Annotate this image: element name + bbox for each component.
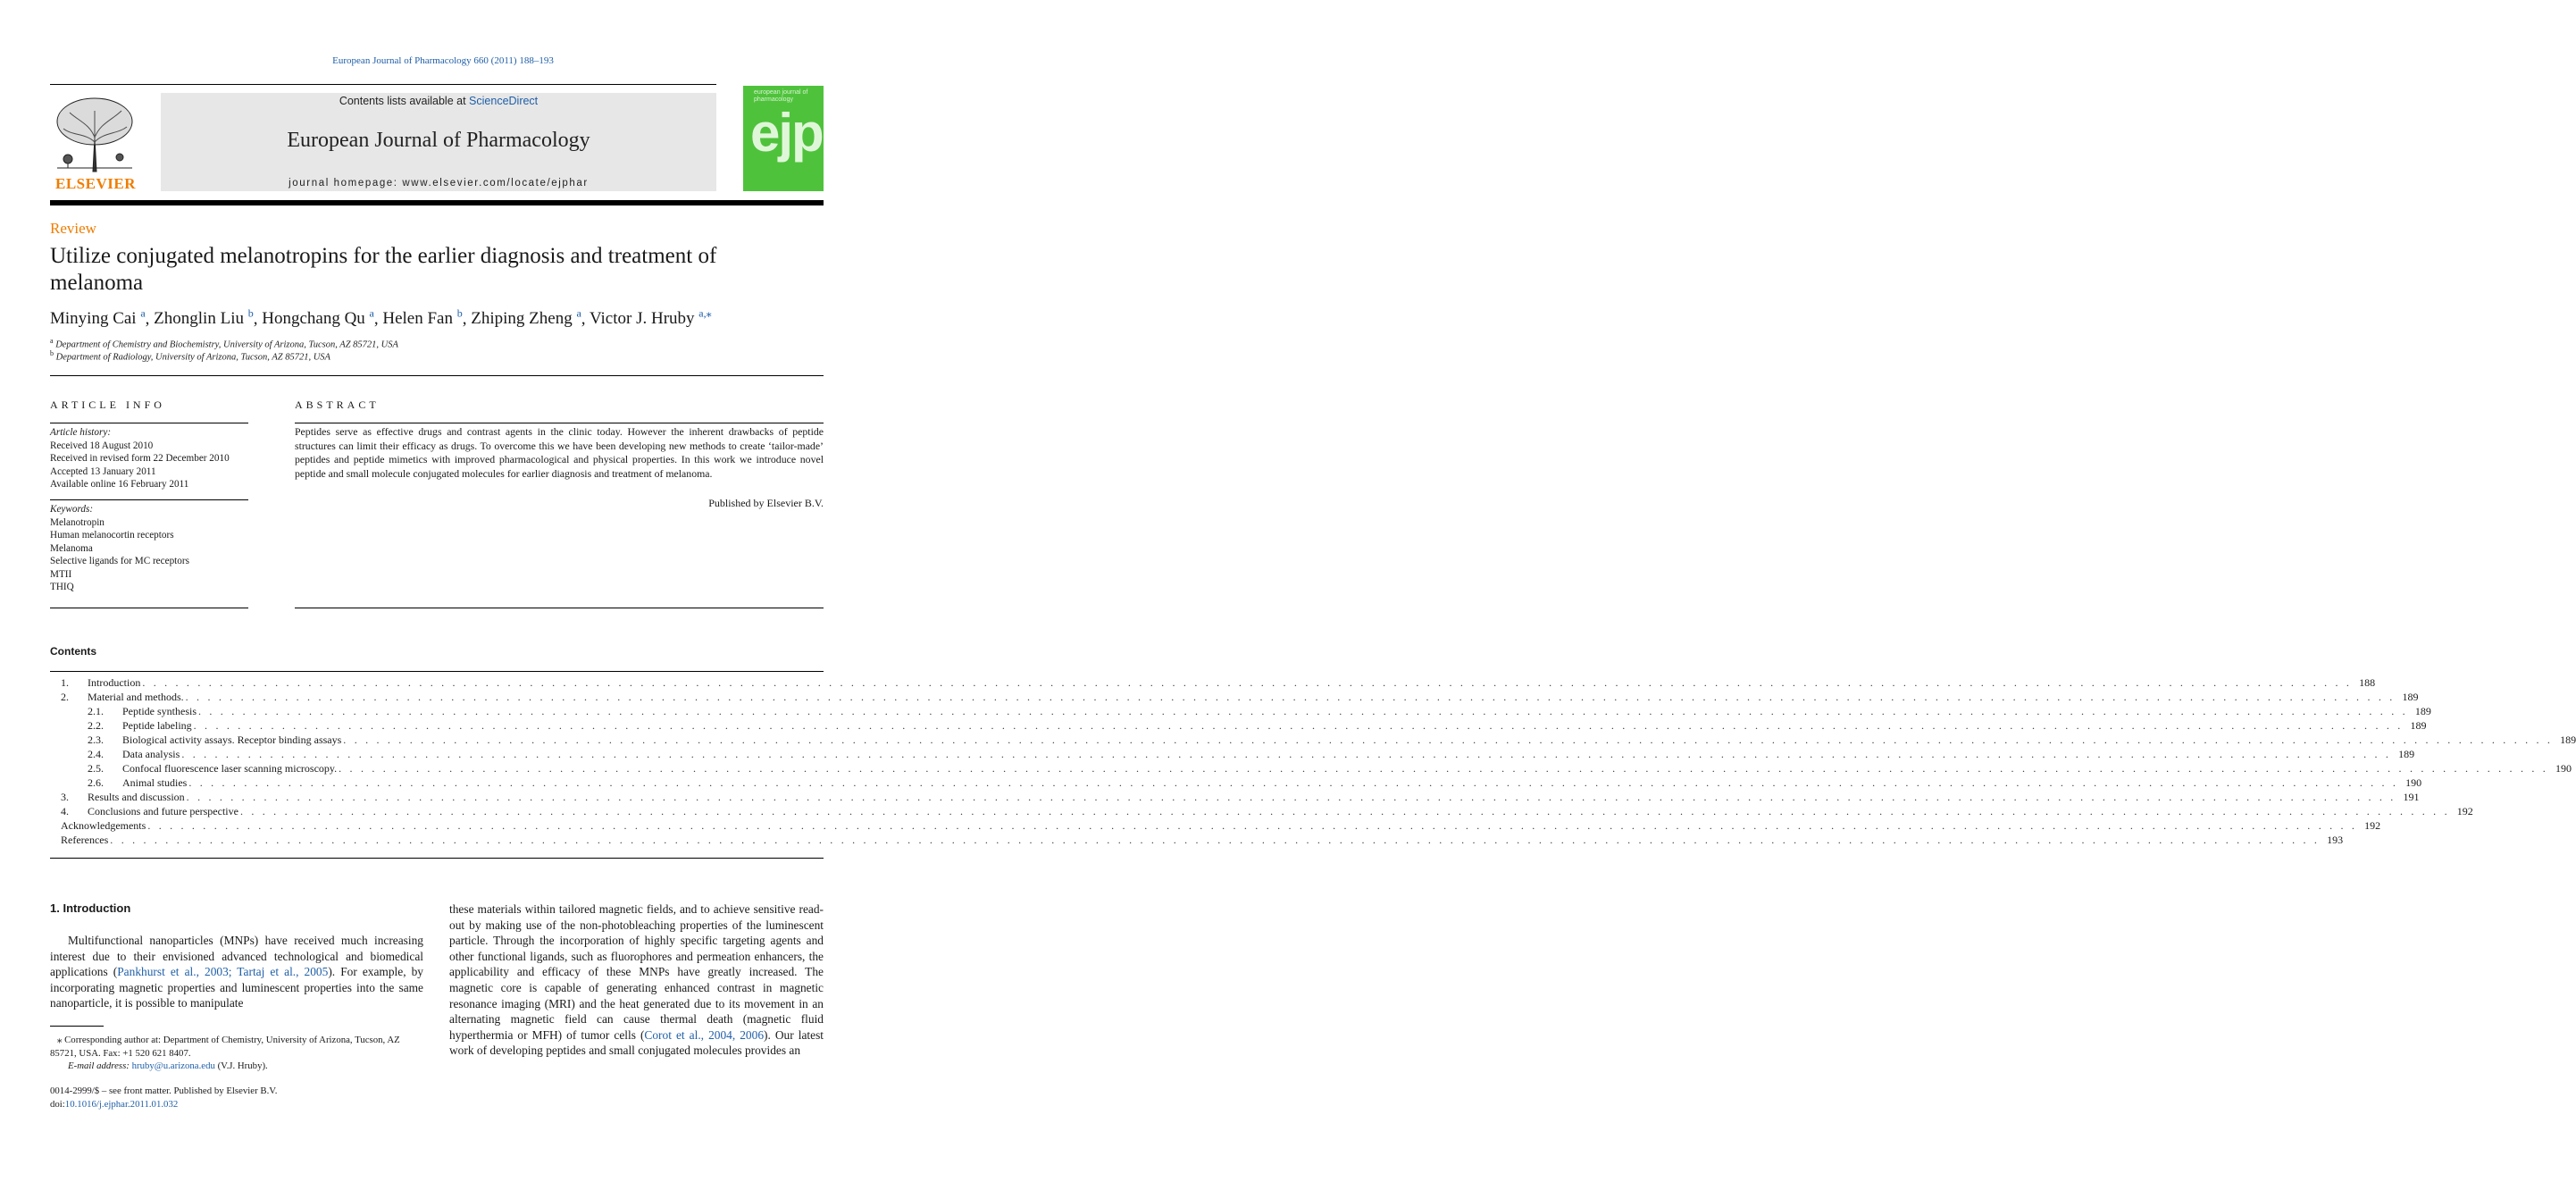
sciencedirect-link[interactable]: ScienceDirect: [469, 95, 539, 107]
journal-citation[interactable]: European Journal of Pharmacology 660 (2011) 188–193: [332, 55, 554, 66]
email-suffix: (V.J. Hruby).: [217, 1060, 268, 1071]
affiliation-b-sup: b: [50, 349, 54, 357]
toc-leader-dots: . . . . . . . . . . . . . . . . . . . . . . . . . . . . . . . . . . . . . . . . . . . . . . . . . . . . . . . . . . . . . . . . . . . . . . . . . . . . . . . . . . . . . . . . . . . . . . . . . . . . . . . . . . . . . . . . . . . . . . . . . . . . . . . . . . . . . . . . . . . . . . . . . . . . . . . . . . . . . . . . . . . . . . . . . . . . . . . . . . . . . . . . . . . . . . . . . . . . . . . .: [185, 691, 2396, 703]
toc-label[interactable]: Data analysis: [122, 748, 180, 760]
introduction-right-column: [449, 901, 824, 1059]
toc-entry[interactable]: [50, 834, 2344, 848]
author-name[interactable]: Minying Cai $^a$: [50, 307, 146, 329]
email-label: E-mail address:: [68, 1060, 130, 1071]
keyword-item: MTII: [50, 568, 72, 580]
intro-left-text-1: Multifunctional nanoparticles (MNPs) have received much increasing interest due to their envisioned advanced technological and biomedical applications (: [50, 934, 423, 979]
toc-page-number: 189: [2391, 748, 2414, 761]
toc-leader-dots: . . . . . . . . . . . . . . . . . . . . . . . . . . . . . . . . . . . . . . . . . . . . . . . . . . . . . . . . . . . . . . . . . . . . . . . . . . . . . . . . . . . . . . . . . . . . . . . . . . . . . . . . . . . . . . . . . . . . . . . . . . . . . . . . . . . . . . . . . . . . . . . . . . . . . . . . . . . . . . . . . . . . . . . . . . . . . . . . . . . . . . . . . . . . . . . . . . . . . . . .: [343, 734, 2554, 746]
author-name[interactable]: Helen Fan $^b$: [382, 307, 463, 329]
author-affiliation-sup[interactable]: b: [247, 307, 254, 320]
toc-entry[interactable]: [50, 805, 2473, 819]
affiliation-b: [50, 349, 330, 363]
article-type: Review: [50, 220, 96, 237]
table-of-contents: [50, 676, 2576, 848]
toc-number: 2.2.: [88, 719, 104, 732]
cover-ejp-text: ejp: [750, 103, 823, 163]
toc-number: 2.3.: [88, 734, 104, 746]
author-affiliation-sup[interactable]: a,⁎: [698, 307, 712, 320]
toc-page-number: 193: [2320, 834, 2343, 847]
toc-entry[interactable]: [50, 719, 2427, 734]
article-history: [50, 426, 248, 491]
contents-prefix: Contents lists available at: [339, 95, 466, 107]
toc-entry[interactable]: [50, 748, 2415, 762]
doi-link[interactable]: 10.1016/j.ejphar.2011.01.032: [64, 1098, 179, 1110]
history-list: [50, 440, 248, 491]
toc-number: 1.: [61, 676, 69, 689]
toc-leader-dots: . . . . . . . . . . . . . . . . . . . . . . . . . . . . . . . . . . . . . . . . . . . . . . . . . . . . . . . . . . . . . . . . . . . . . . . . . . . . . . . . . . . . . . . . . . . . . . . . . . . . . . . . . . . . . . . . . . . . . . . . . . . . . . . . . . . . . . . . . . . . . . . . . . . . . . . . . . . . . . . . . . . . . . . . . . . . . . . . . . . . . . . . . . . . . . . . . . . . . . . .: [193, 719, 2404, 732]
author-affiliation-sup[interactable]: a: [140, 307, 146, 320]
keyword-list: [50, 516, 248, 594]
toc-leader-dots: . . . . . . . . . . . . . . . . . . . . . . . . . . . . . . . . . . . . . . . . . . . . . . . . . . . . . . . . . . . . . . . . . . . . . . . . . . . . . . . . . . . . . . . . . . . . . . . . . . . . . . . . . . . . . . . . . . . . . . . . . . . . . . . . . . . . . . . . . . . . . . . . . . . . . . . . . . . . . . . . . . . . . . . . . . . . . . . . . . . . . . . . . . . . . . . . . . . . . . . .: [110, 834, 2321, 846]
toc-page-number: 190: [2398, 776, 2421, 790]
doi-prefix: doi:: [50, 1098, 65, 1110]
toc-leader-dots: . . . . . . . . . . . . . . . . . . . . . . . . . . . . . . . . . . . . . . . . . . . . . . . . . . . . . . . . . . . . . . . . . . . . . . . . . . . . . . . . . . . . . . . . . . . . . . . . . . . . . . . . . . . . . . . . . . . . . . . . . . . . . . . . . . . . . . . . . . . . . . . . . . . . . . . . . . . . . . . . . . . . . . . . . . . . . . . . . . . . . . . . . . . . . . . . . . . . . . . .: [181, 748, 2392, 760]
toc-number: 3.: [61, 791, 69, 803]
corresponding-author-footnote: [50, 1034, 425, 1073]
toc-page-number: 192: [2357, 819, 2380, 833]
journal-cover-thumbnail: [743, 86, 824, 191]
citation-link-corot[interactable]: Corot et al., 2004, 2006: [644, 1027, 765, 1042]
affiliation-a: [50, 337, 398, 350]
toc-leader-dots: . . . . . . . . . . . . . . . . . . . . . . . . . . . . . . . . . . . . . . . . . . . . . . . . . . . . . . . . . . . . . . . . . . . . . . . . . . . . . . . . . . . . . . . . . . . . . . . . . . . . . . . . . . . . . . . . . . . . . . . . . . . . . . . . . . . . . . . . . . . . . . . . . . . . . . . . . . . . . . . . . . . . . . . . . . . . . . . . . . . . . . . . . . . . . . . . . . . . . . . .: [188, 776, 2399, 789]
issn-line: 0014-2999/$ – see front matter. Published by Elsevier B.V.: [50, 1086, 278, 1096]
toc-label[interactable]: Peptide labeling: [122, 719, 192, 732]
contents-bottom-rule: [50, 858, 824, 859]
title-bottom-rule: [50, 375, 824, 376]
toc-entry[interactable]: [50, 776, 2422, 791]
email-line: [50, 1060, 425, 1073]
author-list: Minying Cai $^a$, Zhonglin Liu $^b$, Hongchang Qu $^a$, Helen Fan $^b$, Zhiping Zheng $^a$, Victor J. Hruby $^{a,⁎}$: [50, 307, 712, 329]
toc-entry[interactable]: [50, 762, 2572, 776]
toc-page-number: 188: [2352, 676, 2375, 690]
history-item: Accepted 13 January 2011: [50, 465, 156, 477]
doi-line: [50, 1098, 277, 1111]
keyword-item: Selective ligands for MC receptors: [50, 556, 189, 566]
article-identifiers: [50, 1085, 277, 1111]
toc-label[interactable]: Results and discussion: [88, 791, 185, 803]
history-label: Article history:: [50, 427, 112, 438]
journal-banner: [161, 93, 716, 191]
intro-left-text-2: ). For example, by incorporating magnetic properties and luminescent properties into the same nanoparticle, it is possible to manipulate: [50, 965, 424, 1010]
email-link[interactable]: hruby@u.arizona.edu: [131, 1060, 215, 1071]
author-affiliation-sup[interactable]: b: [456, 307, 463, 320]
toc-entry[interactable]: [50, 734, 2576, 748]
toc-entry[interactable]: [50, 791, 2420, 805]
contents-available-line: [161, 95, 716, 107]
cover-small-text: european journal of pharmacology: [754, 89, 808, 103]
history-item: Available online 16 February 2011: [50, 479, 189, 490]
toc-leader-dots: . . . . . . . . . . . . . . . . . . . . . . . . . . . . . . . . . . . . . . . . . . . . . . . . . . . . . . . . . . . . . . . . . . . . . . . . . . . . . . . . . . . . . . . . . . . . . . . . . . . . . . . . . . . . . . . . . . . . . . . . . . . . . . . . . . . . . . . . . . . . . . . . . . . . . . . . . . . . . . . . . . . . . . . . . . . . . . . . . . . . . . . . . . . . . . . . . . . . . . . .: [198, 705, 2408, 717]
affiliation-b-text: Department of Radiology, University of Arizona, Tucson, AZ 85721, USA: [55, 352, 330, 363]
toc-leader-dots: . . . . . . . . . . . . . . . . . . . . . . . . . . . . . . . . . . . . . . . . . . . . . . . . . . . . . . . . . . . . . . . . . . . . . . . . . . . . . . . . . . . . . . . . . . . . . . . . . . . . . . . . . . . . . . . . . . . . . . . . . . . . . . . . . . . . . . . . . . . . . . . . . . . . . . . . . . . . . . . . . . . . . . . . . . . . . . . . . . . . . . . . . . . . . . . . . . . . . . . .: [142, 676, 2353, 689]
toc-leader-dots: . . . . . . . . . . . . . . . . . . . . . . . . . . . . . . . . . . . . . . . . . . . . . . . . . . . . . . . . . . . . . . . . . . . . . . . . . . . . . . . . . . . . . . . . . . . . . . . . . . . . . . . . . . . . . . . . . . . . . . . . . . . . . . . . . . . . . . . . . . . . . . . . . . . . . . . . . . . . . . . . . . . . . . . . . . . . . . . . . . . . . . . . . . . . . . . . . . . . . . . .: [339, 762, 2548, 775]
toc-page-number: 190: [2548, 762, 2572, 775]
toc-label[interactable]: Material and methods.: [88, 691, 184, 703]
toc-number: 2.1.: [88, 705, 104, 717]
introduction-left-column: [50, 933, 423, 1011]
toc-label[interactable]: Biological activity assays. Receptor binding assays: [122, 734, 342, 746]
toc-number: 2.6.: [88, 776, 104, 789]
toc-label[interactable]: Animal studies: [122, 776, 188, 789]
toc-entry[interactable]: [50, 705, 2431, 719]
article-title: Utilize conjugated melanotropins for the earlier diagnosis and treatment of melanoma: [50, 244, 717, 295]
article-info-rule-2: [50, 499, 248, 500]
toc-page-number: 192: [2450, 805, 2473, 818]
toc-label[interactable]: Peptide synthesis: [122, 705, 197, 717]
article-info-heading: ARTICLE INFO: [50, 398, 165, 411]
header-thick-rule: [50, 200, 824, 205]
toc-page-number: 189: [2553, 734, 2576, 747]
toc-label[interactable]: References: [61, 834, 109, 846]
author-name[interactable]: Victor J. Hruby $^{a,⁎}$: [589, 307, 712, 329]
journal-title: European Journal of Pharmacology: [287, 129, 590, 152]
header-top-rule: [50, 84, 716, 85]
toc-leader-dots: . . . . . . . . . . . . . . . . . . . . . . . . . . . . . . . . . . . . . . . . . . . . . . . . . . . . . . . . . . . . . . . . . . . . . . . . . . . . . . . . . . . . . . . . . . . . . . . . . . . . . . . . . . . . . . . . . . . . . . . . . . . . . . . . . . . . . . . . . . . . . . . . . . . . . . . . . . . . . . . . . . . . . . . . . . . . . . . . . . . . . . . . . . . . . . . . . . . . . . . .: [186, 791, 2396, 803]
toc-label[interactable]: Confocal fluorescence laser scanning microscopy.: [122, 762, 338, 775]
keyword-item: Melanoma: [50, 542, 93, 554]
corresponding-author-text: ⁎ Corresponding author at: Department of Chemistry, University of Arizona, Tucson, AZ 85721, USA. Fax: +1 520 621 8407.: [50, 1035, 400, 1059]
keyword-item: Melanotropin: [50, 516, 105, 528]
toc-entry[interactable]: [50, 676, 2376, 691]
author-name[interactable]: Zhiping Zheng $^a$: [471, 307, 581, 329]
toc-label[interactable]: Introduction: [88, 676, 141, 689]
toc-entry[interactable]: [50, 691, 2419, 705]
keyword-item: THIQ: [50, 582, 74, 592]
toc-leader-dots: . . . . . . . . . . . . . . . . . . . . . . . . . . . . . . . . . . . . . . . . . . . . . . . . . . . . . . . . . . . . . . . . . . . . . . . . . . . . . . . . . . . . . . . . . . . . . . . . . . . . . . . . . . . . . . . . . . . . . . . . . . . . . . . . . . . . . . . . . . . . . . . . . . . . . . . . . . . . . . . . . . . . . . . . . . . . . . . . . . . . . . . . . . . . . . . . . . . . . . . .: [147, 819, 2358, 832]
affiliation-a-text: Department of Chemistry and Biochemistry, University of Arizona, Tucson, AZ 85721, USA: [55, 340, 398, 350]
elsevier-wordmark: ELSEVIER: [55, 175, 136, 192]
author-affiliation-sup[interactable]: a: [576, 307, 581, 320]
history-item: Received in revised form 22 December 2010: [50, 453, 230, 464]
affiliation-a-sup: a: [50, 337, 54, 345]
keyword-item: Human melanocortin receptors: [50, 530, 174, 541]
author-name[interactable]: Hongchang Qu $^a$: [262, 307, 374, 329]
toc-page-number: 189: [2408, 705, 2431, 718]
history-item: Received 18 August 2010: [50, 440, 154, 451]
author-name[interactable]: Zhonglin Liu $^b$: [154, 307, 254, 329]
published-by: Published by Elsevier B.V.: [708, 497, 824, 509]
author-affiliation-sup[interactable]: a: [369, 307, 374, 320]
keywords-label: Keywords:: [50, 504, 94, 515]
journal-homepage[interactable]: journal homepage: www.elsevier.com/locate/ejphar: [289, 178, 589, 189]
contents-top-rule: [50, 671, 824, 672]
footnote-rule: [50, 1026, 104, 1027]
toc-page-number: 189: [2403, 719, 2426, 733]
toc-page-number: 191: [2396, 791, 2419, 804]
toc-number: 2.4.: [88, 748, 104, 760]
toc-number: 4.: [61, 805, 69, 817]
abstract-text: Peptides serve as effective drugs and contrast agents in the clinic today. However the inherent drawbacks of peptide structures can limit their efficacy as drugs. To overcome this we have been developing new methods to create ‘tailor-made’ peptides and peptide mimetics with improved pharmacological and physical properties. In this work we introduce novel peptide and small molecule conjugated molecules for earlier diagnosis and treatment of melanoma.: [295, 425, 824, 480]
introduction-heading: 1. Introduction: [50, 901, 131, 915]
toc-number: 2.5.: [88, 762, 104, 775]
toc-page-number: 189: [2395, 691, 2418, 704]
toc-number: 2.: [61, 691, 69, 703]
toc-leader-dots: . . . . . . . . . . . . . . . . . . . . . . . . . . . . . . . . . . . . . . . . . . . . . . . . . . . . . . . . . . . . . . . . . . . . . . . . . . . . . . . . . . . . . . . . . . . . . . . . . . . . . . . . . . . . . . . . . . . . . . . . . . . . . . . . . . . . . . . . . . . . . . . . . . . . . . . . . . . . . . . . . . . . . . . . . . . . . . . . . . . . . . . . . . . . . . . . . . . . . . . .: [239, 805, 2450, 817]
citation-link-pankhurst[interactable]: Pankhurst et al., 2003; Tartaj et al., 2005: [117, 965, 329, 979]
intro-right-text-2: ). Our latest work of developing peptides and small conjugated molecules provides an: [449, 1027, 824, 1058]
contents-heading: Contents: [50, 645, 96, 658]
toc-entry[interactable]: [50, 819, 2381, 834]
abstract-heading: ABSTRACT: [295, 398, 380, 411]
intro-right-text-1: these materials within tailored magnetic fields, and to achieve sensitive read-out by making use of the non-photobleaching properties of the luminescent particle. Through the incorporation of highly specific targeting agents and other functional ligands, such as fluorophores and permeation enhancers, the applicability and efficacy of these MNPs have greatly increased. The magnetic core is capable of generating enhanced contrast in magnetic resonance imaging (MRI) and the heat generated due to its movement in an alternating magnetic field can cause thermal death (magnetic fluid hyperthermia or MFH) of tumor cells (: [449, 902, 824, 1042]
toc-label[interactable]: Acknowledgements: [61, 819, 146, 832]
keywords-block: [50, 503, 248, 594]
toc-label[interactable]: Conclusions and future perspective: [88, 805, 238, 817]
